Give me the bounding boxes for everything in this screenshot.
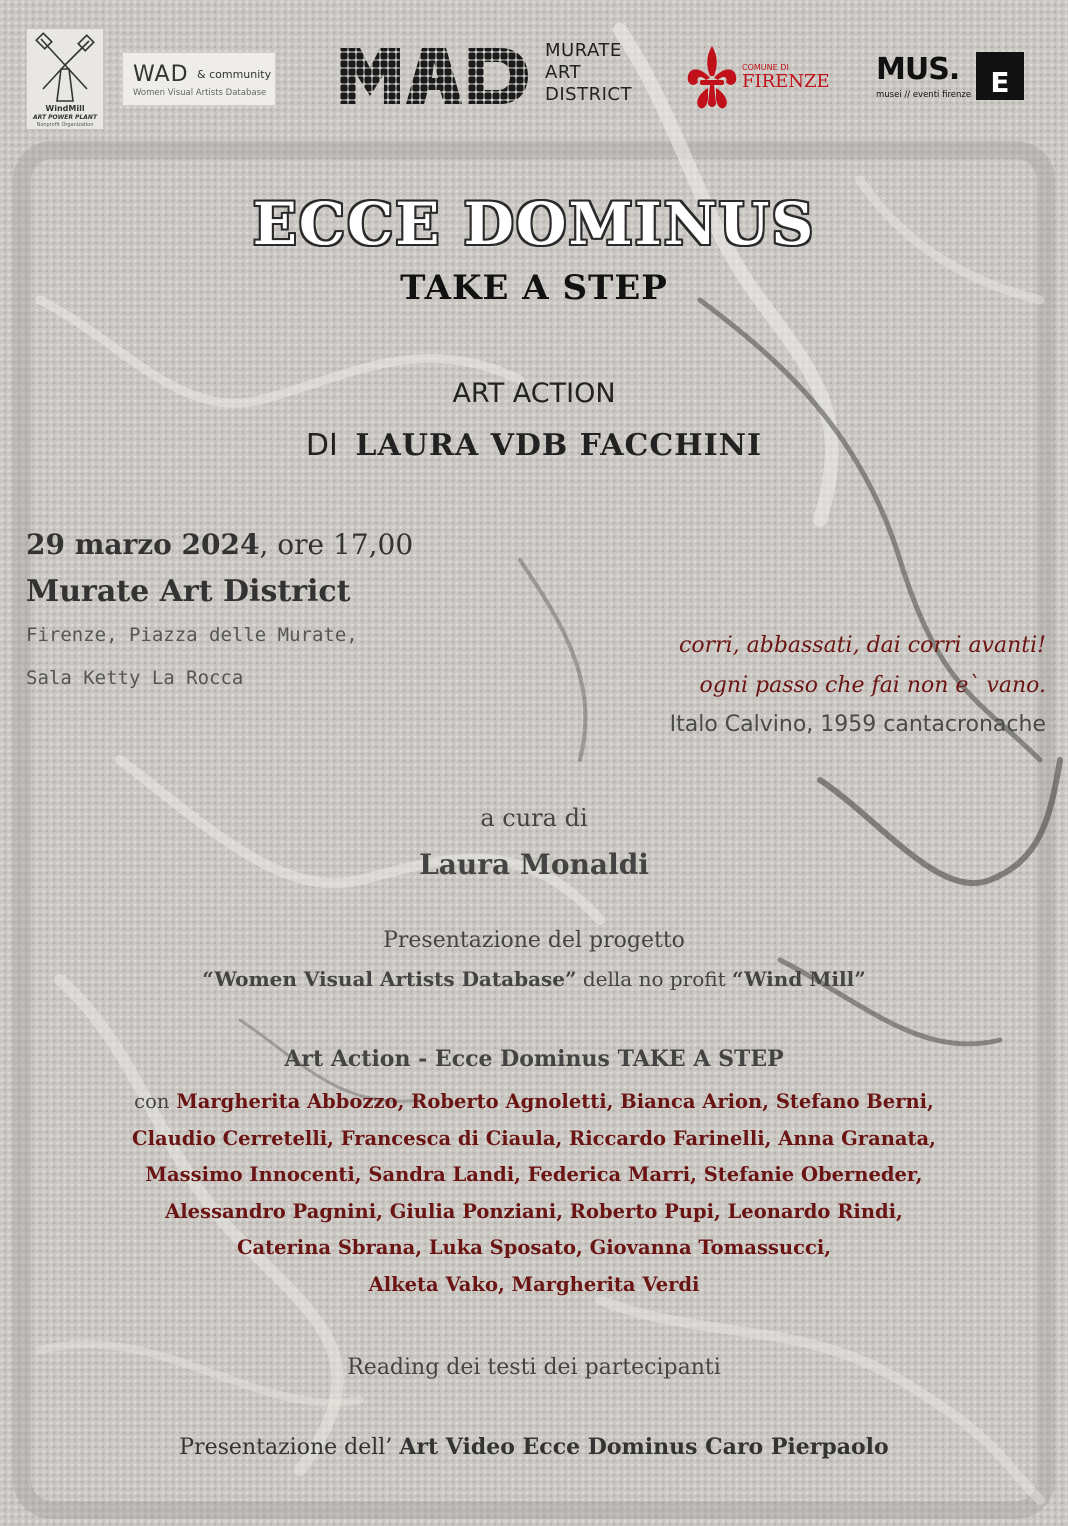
muse-e-box: E bbox=[976, 52, 1024, 100]
fleur-de-lis-icon bbox=[684, 44, 740, 112]
participants-line: Caterina Sbrana, Luka Sposato, Giovanna Tomassucci, bbox=[236, 1236, 832, 1260]
mad-line-2: ART bbox=[545, 62, 582, 83]
participants-line: Alessandro Pagnini, Giulia Ponziani, Roberto Pupi, Leonardo Rindi, bbox=[165, 1199, 903, 1223]
muse-mark: MUS. bbox=[876, 52, 960, 87]
event-venue: Murate Art District bbox=[26, 574, 351, 609]
windmill-icon bbox=[27, 31, 103, 103]
reading-note: Reading dei testi dei partecipanti bbox=[347, 1355, 721, 1380]
participants-line: Claudio Cerretelli, Francesca di Ciaula, Riccardo Farinelli, Anna Granata, bbox=[132, 1126, 936, 1150]
event-address-1: Firenze, Piazza delle Murate, bbox=[26, 624, 358, 646]
mad-logo bbox=[340, 44, 530, 112]
artist-name: LAURA VDB FACCHINI bbox=[355, 428, 763, 463]
participants-prefix: con bbox=[134, 1090, 170, 1113]
participants-line: Alketa Vako, Margherita Verdi bbox=[368, 1272, 700, 1296]
art-action-label: ART ACTION bbox=[452, 378, 616, 409]
art-action-title: Art Action - Ecce Dominus TAKE A STEP bbox=[284, 1046, 784, 1072]
mad-line-1: MURATE bbox=[545, 40, 622, 61]
windmill-note: Nonprofit Organization bbox=[36, 122, 94, 128]
windmill-name: WindMill bbox=[45, 104, 85, 113]
quote-line-2: ogni passo che fai non e` vano. bbox=[699, 673, 1046, 698]
comune-label: COMUNE DI bbox=[742, 63, 789, 72]
video-prefix: Presentazione dell’ bbox=[179, 1435, 400, 1460]
mad-line-3: DISTRICT bbox=[545, 84, 632, 105]
muse-subtitle: musei // eventi firenze bbox=[876, 90, 972, 100]
mad-mark bbox=[340, 44, 530, 108]
org-name: “Wind Mill” bbox=[732, 967, 866, 991]
event-time: , ore 17,00 bbox=[259, 528, 414, 561]
mad-wordmark bbox=[545, 40, 632, 106]
event-datetime bbox=[26, 528, 413, 561]
participants-list bbox=[24, 1084, 1044, 1304]
event-date: 29 marzo 2024 bbox=[26, 528, 260, 561]
di-prefix: DI bbox=[305, 428, 338, 463]
wad-mark: WAD bbox=[133, 62, 189, 87]
participants-line bbox=[24, 1084, 1044, 1121]
firenze-label: FIRENZE bbox=[742, 71, 830, 92]
video-title: Ecce Dominus Caro Pierpaolo bbox=[514, 1434, 889, 1460]
comune-firenze-logo bbox=[684, 44, 830, 116]
quote-source: Italo Calvino, 1959 cantacronache bbox=[669, 712, 1046, 737]
windmill-logo bbox=[26, 28, 104, 130]
windmill-tagline: ART POWER PLANT bbox=[32, 114, 98, 121]
curator-label: a cura di bbox=[480, 804, 588, 832]
project-name: “Women Visual Artists Database” bbox=[202, 967, 577, 991]
event-address-2: Sala Ketty La Rocca bbox=[26, 667, 244, 689]
presentation-middle: della no profit bbox=[576, 967, 733, 991]
participant-names: Margherita Abbozzo, Roberto Agnoletti, Bianca Arion, Stefano Berni, bbox=[176, 1090, 934, 1113]
artist-line bbox=[0, 428, 1068, 463]
quote-line-1: corri, abbassati, dai corri avanti! bbox=[679, 633, 1046, 658]
event-title: ECCE DOMINUS bbox=[252, 190, 816, 258]
presentation-label: Presentazione del progetto bbox=[383, 928, 685, 953]
video-presentation bbox=[0, 1434, 1068, 1460]
video-label: Art Video bbox=[399, 1434, 515, 1460]
event-subtitle: TAKE A STEP bbox=[400, 268, 668, 308]
participants-line: Massimo Innocenti, Sandra Landi, Federica Marri, Stefanie Oberneder, bbox=[145, 1163, 923, 1187]
wad-subtitle: Women Visual Artists Database bbox=[133, 88, 267, 98]
wad-community: & community bbox=[197, 68, 272, 81]
curator-name: Laura Monaldi bbox=[419, 848, 649, 881]
presentation-line bbox=[0, 967, 1068, 991]
wad-logo bbox=[122, 52, 276, 106]
